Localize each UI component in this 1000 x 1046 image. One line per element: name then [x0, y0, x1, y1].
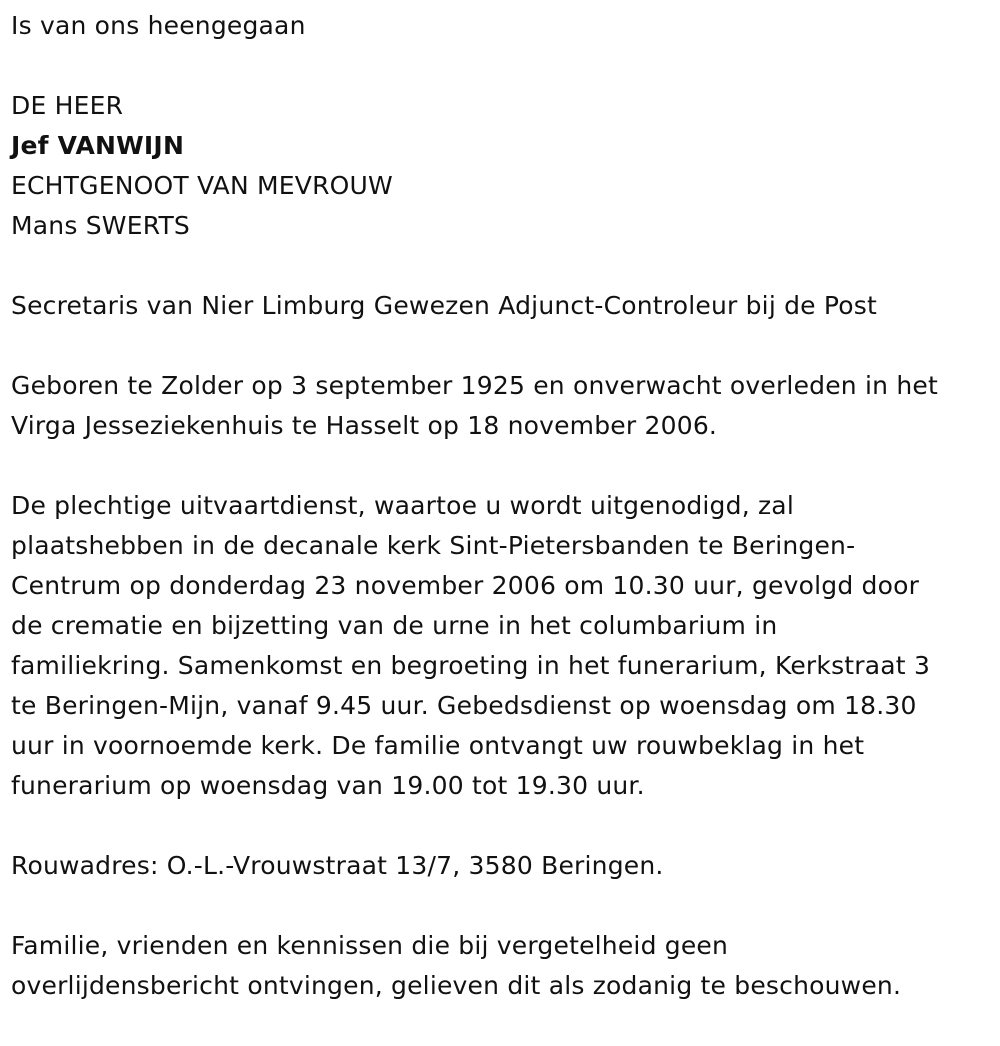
- paragraph-line: funerarium op woensdag van 19.00 tot 19.30 uur.: [11, 771, 645, 800]
- paragraph-line: Geboren te Zolder op 3 september 1925 en onverwacht overleden in het: [11, 371, 938, 400]
- intro-text: Is van ons heengegaan: [11, 11, 306, 40]
- spacer: [11, 806, 991, 846]
- paragraph-line: uur in voornoemde kerk. De familie ontvangt uw rouwbeklag in het: [11, 731, 865, 760]
- obituary-notice: [11, 6, 991, 1006]
- birth-death-paragraph: [11, 366, 991, 446]
- paragraph-line: de crematie en bijzetting van de urne in het columbarium in: [11, 611, 778, 640]
- deceased-name: Jef VANWIJN: [11, 131, 185, 160]
- paragraph-line: te Beringen-Mijn, vanaf 9.45 uur. Gebedsdienst op woensdag om 18.30: [11, 691, 917, 720]
- paragraph-line: Familie, vrienden en kennissen die bij vergetelheid geen: [11, 931, 729, 960]
- occupation-text: Secretaris van Nier Limburg Gewezen Adjunct-Controleur bij de Post: [11, 291, 878, 320]
- paragraph-line: overlijdensbericht ontvingen, gelieven dit als zodanig te beschouwen.: [11, 971, 902, 1000]
- paragraph-line: Centrum op donderdag 23 november 2006 om 10.30 uur, gevolgd door: [11, 571, 920, 600]
- funeral-paragraph: [11, 486, 991, 806]
- spouse-name: Mans SWERTS: [11, 211, 190, 240]
- paragraph-line: plaatshebben in de decanale kerk Sint-Pietersbanden te Beringen-: [11, 531, 856, 560]
- spacer: [11, 326, 991, 366]
- paragraph-line: familiekring. Samenkomst en begroeting in het funerarium, Kerkstraat 3: [11, 651, 931, 680]
- spacer: [11, 446, 991, 486]
- paragraph-line: De plechtige uitvaartdienst, waartoe u wordt uitgenodigd, zal: [11, 491, 794, 520]
- address-text: Rouwadres: O.-L.-Vrouwstraat 13/7, 3580 Beringen.: [11, 851, 664, 880]
- paragraph-line: Virga Jesseziekenhuis te Hasselt op 18 november 2006.: [11, 411, 718, 440]
- spouse-label: ECHTGENOOT VAN MEVROUW: [11, 171, 393, 200]
- spacer: [11, 246, 991, 286]
- closing-paragraph: [11, 926, 991, 1006]
- spacer: [11, 46, 991, 86]
- title-text: DE HEER: [11, 91, 124, 120]
- spacer: [11, 886, 991, 926]
